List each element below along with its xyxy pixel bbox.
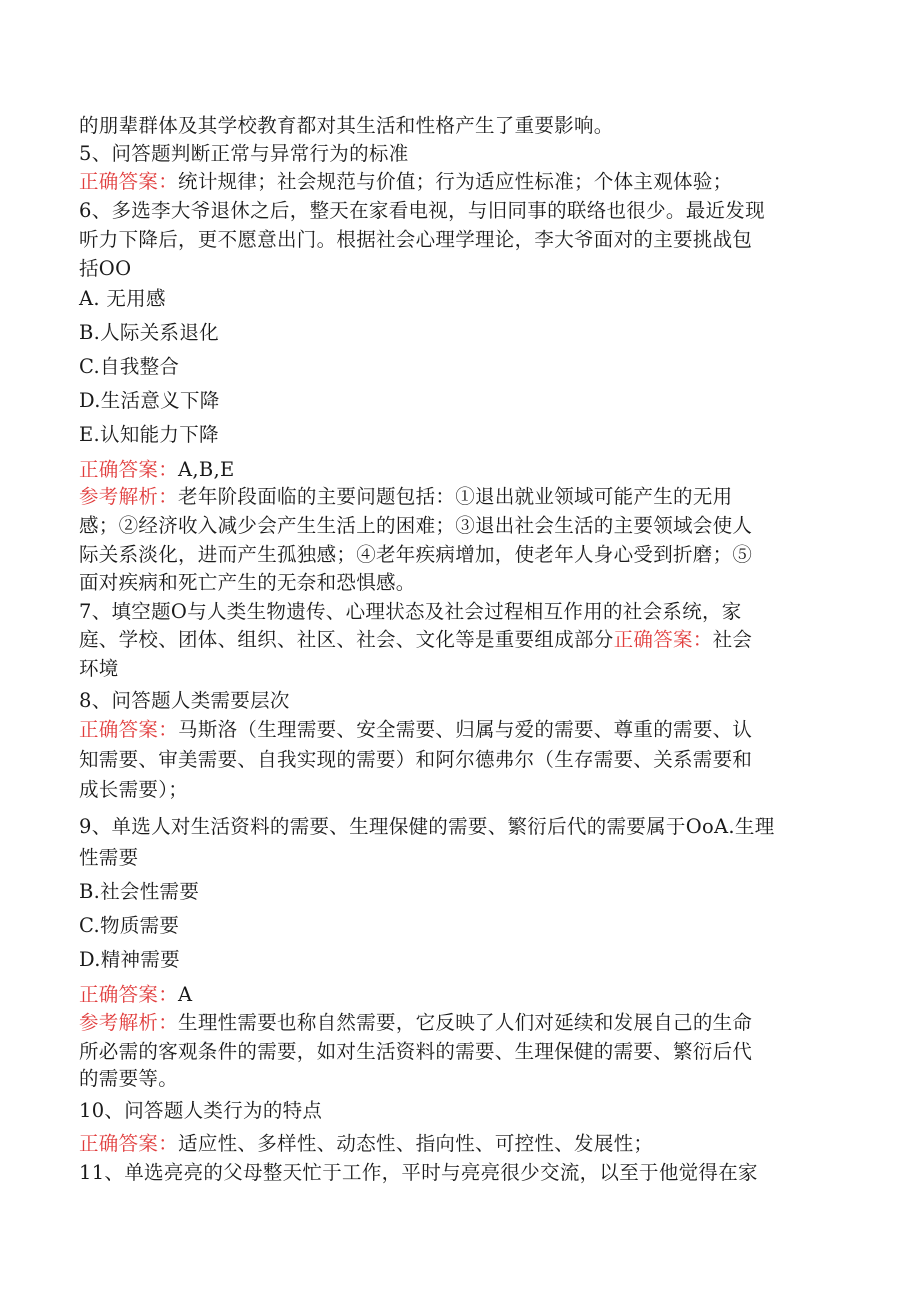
answer-8-line: 知需要、审美需要、自我实现的需要）和阿尔德弗尔（生存需要、关系需要和 bbox=[79, 748, 753, 771]
answer-label: 正确答案： bbox=[79, 718, 179, 741]
answer-text: A bbox=[178, 983, 193, 1006]
question-7-line: 7、填空题O与人类生物遗传、心理状态及社会过程相互作用的社会系统，家 bbox=[79, 600, 742, 623]
question-9-line: 9、单选人对生活资料的需要、生理保健的需要、繁衍后代的需要属于OoA.生理 bbox=[79, 815, 775, 838]
answer-9 bbox=[79, 981, 192, 1009]
answer-text: A,B,E bbox=[178, 458, 235, 481]
answer-7-line: 环境 bbox=[79, 657, 119, 680]
question-6-line: 听力下降后，更不愿意出门。根据社会心理学理论，李大爷面对的主要挑战包 bbox=[79, 228, 753, 251]
answer-label: 正确答案： bbox=[79, 1132, 179, 1155]
explanation-label: 参考解析： bbox=[79, 1011, 179, 1034]
answer-5 bbox=[79, 168, 732, 196]
answer-label: 正确答案： bbox=[79, 458, 179, 481]
option-b: B.社会性需要 bbox=[79, 880, 200, 903]
question-5-title: 5、问答题判断正常与异常行为的标准 bbox=[79, 142, 409, 165]
answer-8 bbox=[79, 716, 752, 744]
option-a: A. 无用感 bbox=[79, 287, 166, 310]
question-11-line: 11、单选亮亮的父母整天忙于工作，平时与亮亮很少交流，以至于他觉得在家 bbox=[79, 1161, 758, 1184]
option-e: E.认知能力下降 bbox=[79, 423, 219, 446]
option-d: D.精神需要 bbox=[79, 948, 180, 971]
answer-text: 统计规律；社会规范与价值；行为适应性标准；个体主观体验； bbox=[178, 170, 733, 193]
explanation-6 bbox=[79, 483, 732, 511]
explanation-line: 的需要等。 bbox=[79, 1067, 179, 1090]
answer-10 bbox=[79, 1130, 653, 1158]
explanation-text: 老年阶段面临的主要问题包括：①退出就业领域可能产生的无用 bbox=[178, 485, 733, 508]
explanation-line: 面对疾病和死亡产生的无奈和恐惧感。 bbox=[79, 571, 416, 594]
question-7-line bbox=[79, 626, 752, 654]
explanation-9 bbox=[79, 1009, 752, 1037]
answer-text: 社会 bbox=[712, 628, 753, 651]
question-6-line: 括OO bbox=[79, 257, 132, 280]
option-c: C.自我整合 bbox=[79, 355, 180, 378]
question-8-title: 8、问答题人类需要层次 bbox=[79, 689, 290, 712]
question-10-title: 10、问答题人类行为的特点 bbox=[79, 1099, 323, 1122]
question-9-line: 性需要 bbox=[79, 846, 139, 869]
answer-label: 正确答案： bbox=[79, 983, 179, 1006]
answer-text: 适应性、多样性、动态性、指向性、可控性、发展性； bbox=[178, 1132, 654, 1155]
option-c: C.物质需要 bbox=[79, 914, 180, 937]
text-line: 的朋辈群体及其学校教育都对其生活和性格产生了重要影响。 bbox=[79, 114, 614, 137]
answer-label: 正确答案： bbox=[79, 170, 179, 193]
answer-6 bbox=[79, 456, 235, 484]
explanation-label: 参考解析： bbox=[79, 485, 179, 508]
explanation-line: 感；②经济收入减少会产生生活上的困难；③退出社会生活的主要领域会使人 bbox=[79, 514, 753, 537]
option-d: D.生活意义下降 bbox=[79, 389, 220, 412]
option-b: B.人际关系退化 bbox=[79, 321, 219, 344]
explanation-text: 生理性需要也称自然需要，它反映了人们对延续和发展自己的生命 bbox=[178, 1011, 753, 1034]
answer-8-line: 成长需要）； bbox=[79, 778, 189, 801]
answer-text: 马斯洛（生理需要、安全需要、归属与爱的需要、尊重的需要、认 bbox=[178, 718, 753, 741]
explanation-line: 际关系淡化，进而产生孤独感；④老年疾病增加，使老年人身心受到折磨；⑤ bbox=[79, 543, 753, 566]
answer-label: 正确答案： bbox=[613, 628, 713, 651]
question-text: 庭、学校、团体、组织、社区、社会、文化等是重要组成部分 bbox=[79, 628, 614, 651]
question-6-line: 6、多选李大爷退休之后，整天在家看电视，与旧同事的联络也很少。最近发现 bbox=[79, 199, 765, 222]
explanation-line: 所必需的客观条件的需要，如对生活资料的需要、生理保健的需要、繁衍后代 bbox=[79, 1040, 753, 1063]
